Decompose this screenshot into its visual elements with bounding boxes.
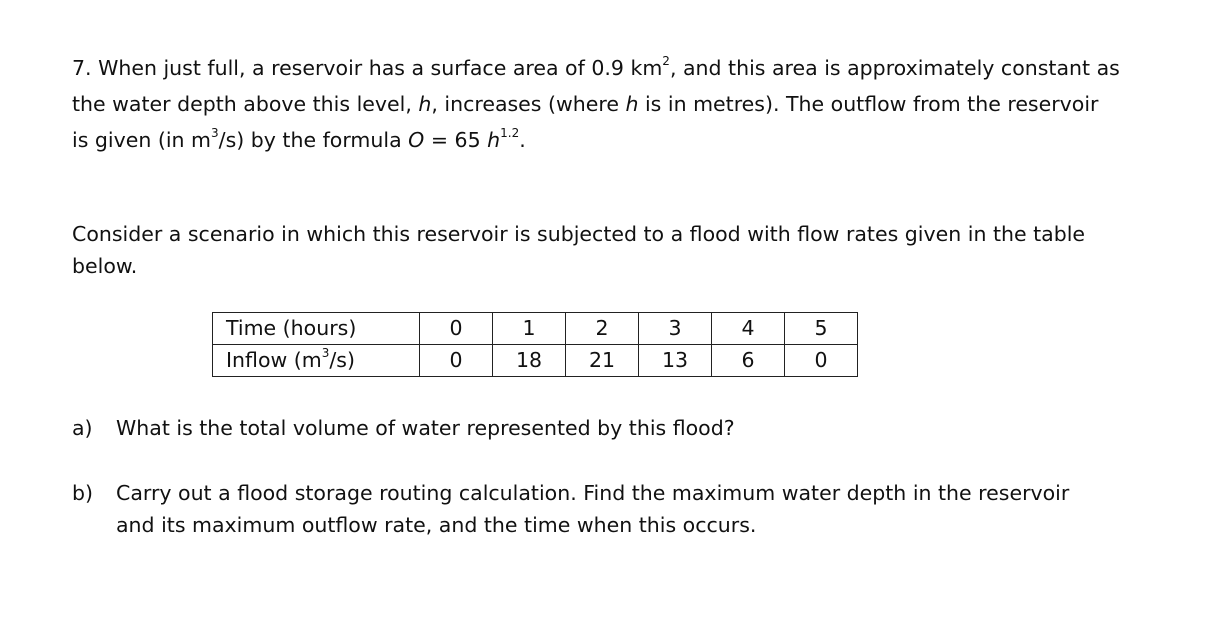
table-cell: 13 xyxy=(639,345,712,377)
part-a-marker: a) xyxy=(72,416,93,440)
table-cell: 6 xyxy=(712,345,785,377)
question-line-2 xyxy=(72,86,1172,122)
part-b-marker: b) xyxy=(72,481,94,505)
scenario-line-1: Consider a scenario in which this reservoir is subjected to a flood with flow rates given in the table xyxy=(72,222,1086,246)
table-cell: 18 xyxy=(493,345,566,377)
table-cell: 4 xyxy=(712,313,785,345)
table-cell: 0 xyxy=(785,345,858,377)
table-cell: 3 xyxy=(639,313,712,345)
question-7-text xyxy=(72,50,1172,158)
scenario-line-2: below. xyxy=(72,254,138,278)
q-line3-middle: /s) by the formula xyxy=(218,128,409,152)
question-line-1 xyxy=(72,50,1172,86)
q-line3-exponent: 1.2 xyxy=(500,126,520,140)
part-b-line-1: Carry out a flood storage routing calculation. Find the maximum water depth in the reservoir xyxy=(116,481,1070,505)
flow-table xyxy=(212,312,858,377)
table-cell: 2 xyxy=(566,313,639,345)
part-b-line-2: and its maximum outflow rate, and the time when this occurs. xyxy=(116,513,757,537)
q-line1-sup: 2 xyxy=(662,54,670,68)
q-line2-middle: , increases (where xyxy=(431,92,626,116)
q-line3-prefix: is given (in m xyxy=(72,128,212,152)
inflow-header-suffix: /s) xyxy=(329,348,355,372)
table-cell: 21 xyxy=(566,345,639,377)
q-line3-var-o: O xyxy=(408,128,425,152)
table-row-time xyxy=(213,313,858,345)
scenario-text xyxy=(72,218,1085,282)
question-line-3 xyxy=(72,122,1172,158)
q-line3-suffix: . xyxy=(519,128,526,152)
table-cell: 0 xyxy=(420,345,493,377)
q-line2-var-h: h xyxy=(418,92,432,116)
inflow-header-sup: 3 xyxy=(321,346,330,360)
q-line3-var-h: h xyxy=(487,128,501,152)
table-cell: 5 xyxy=(785,313,858,345)
table-cell: 1 xyxy=(493,313,566,345)
part-a-text: What is the total volume of water represented by this flood? xyxy=(116,416,735,440)
table-header-inflow xyxy=(213,345,420,377)
inflow-header-prefix: Inflow (m xyxy=(226,348,322,372)
q-line1-suffix: , and this area is approximately constant as xyxy=(669,56,1120,80)
q-line2-var-h2: h xyxy=(625,92,639,116)
part-b-text xyxy=(116,477,1069,541)
q-line1-prefix: 7. When just full, a reservoir has a surface area of 0.9 km xyxy=(72,56,663,80)
q-line2-suffix: is in metres). The outflow from the reservoir xyxy=(638,92,1099,116)
table-row-inflow xyxy=(213,345,858,377)
q-line3-formula: = 65 xyxy=(424,128,488,152)
table-cell: 0 xyxy=(420,313,493,345)
table-header-time: Time (hours) xyxy=(213,313,420,345)
q-line3-sup: 3 xyxy=(211,126,219,140)
q-line2-prefix: the water depth above this level, xyxy=(72,92,419,116)
